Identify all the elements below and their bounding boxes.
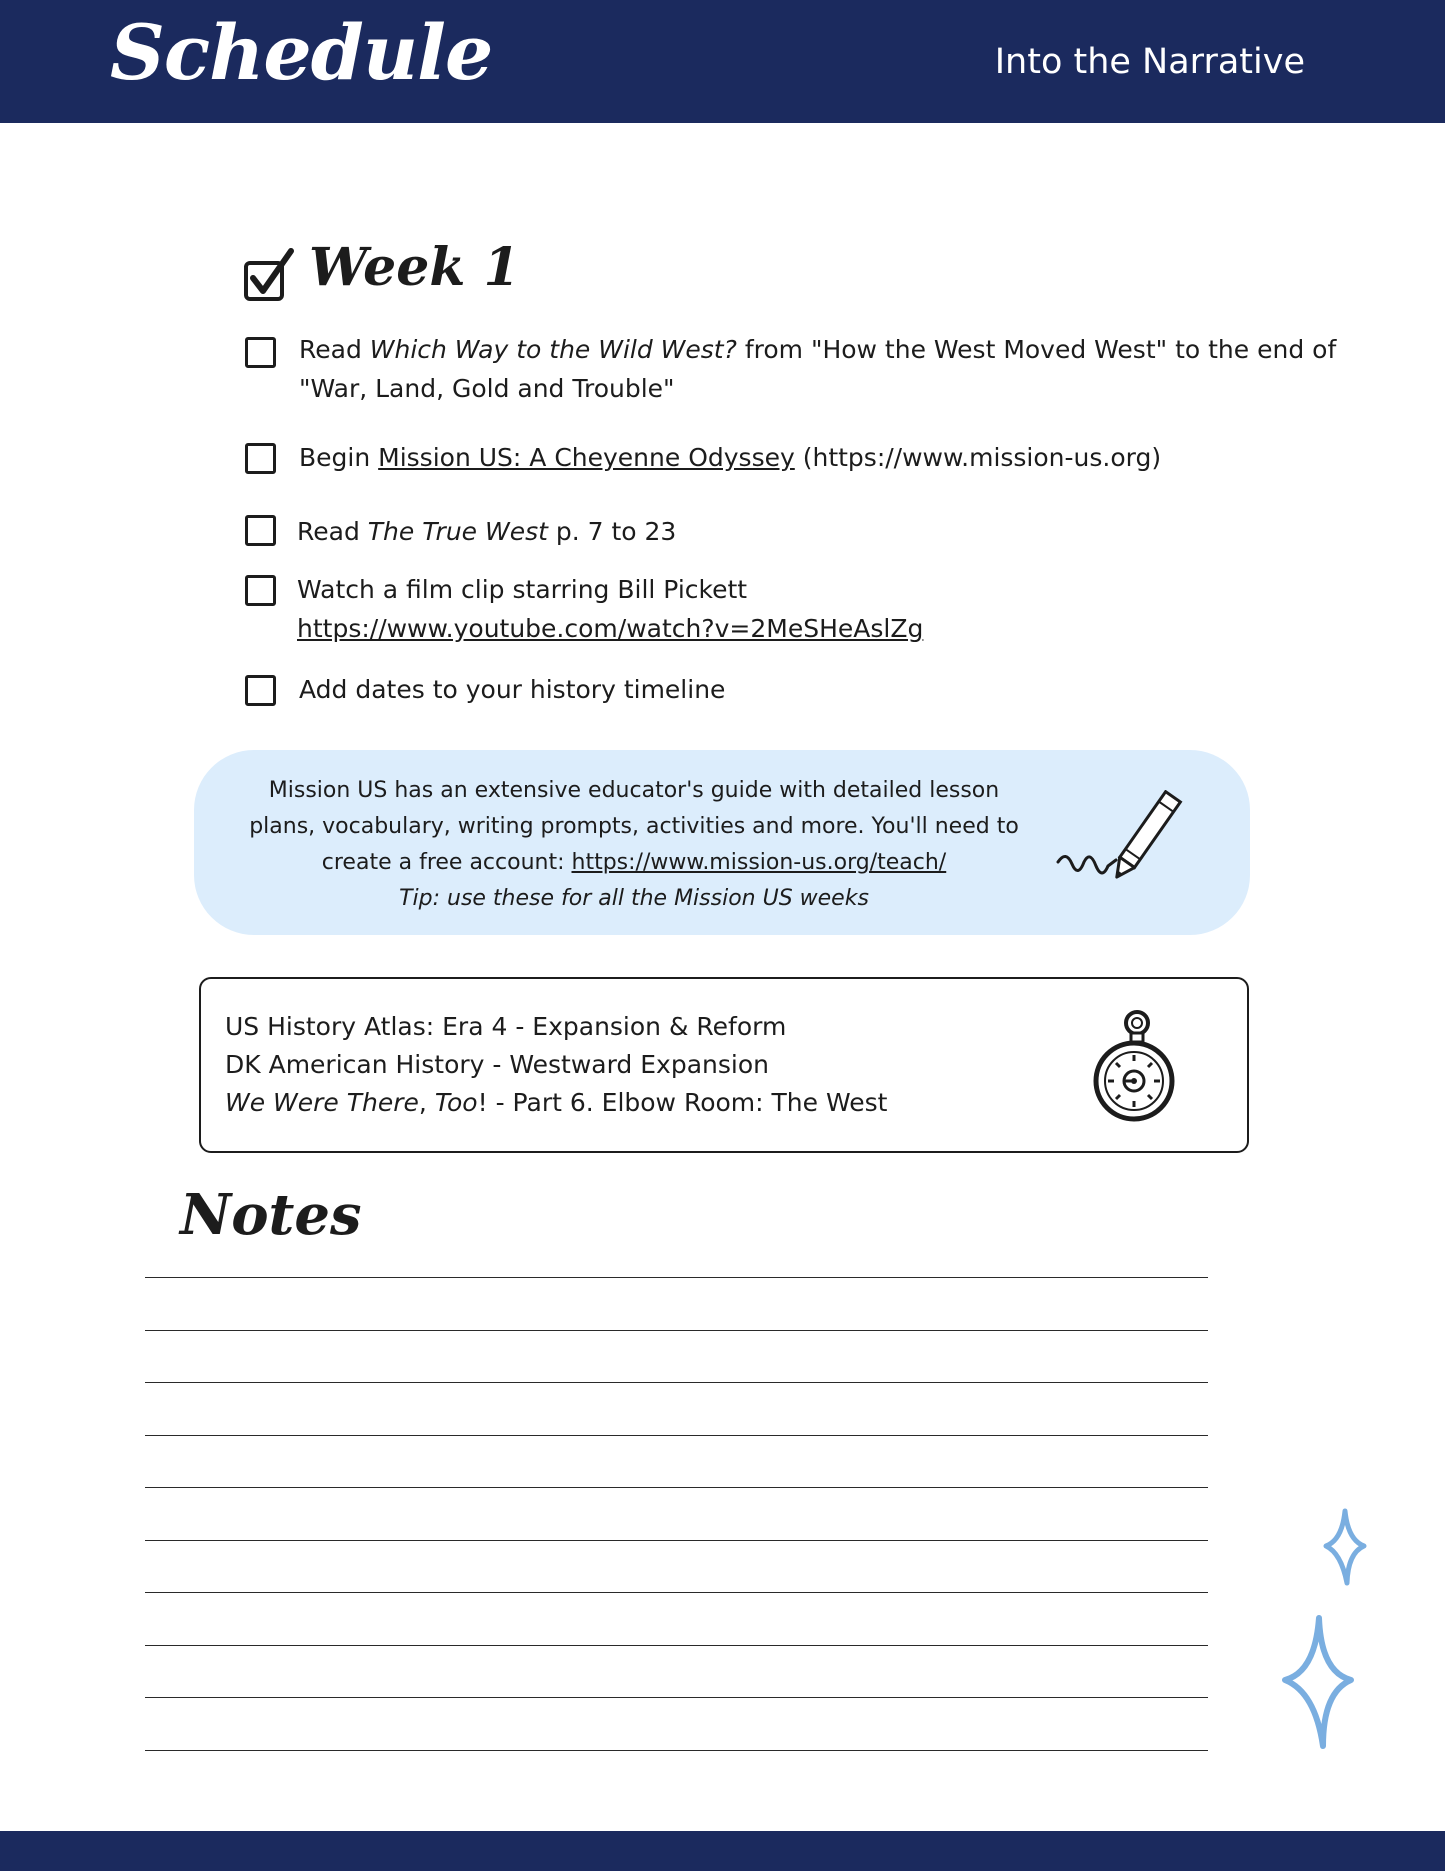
note-line bbox=[145, 1435, 1208, 1436]
resource-title-b: Too bbox=[434, 1088, 478, 1117]
task-2-text bbox=[299, 438, 1161, 477]
header-bar bbox=[0, 0, 1445, 123]
large-sparkle-icon bbox=[1281, 1614, 1355, 1750]
notes-title: Notes bbox=[180, 1182, 362, 1248]
note-line bbox=[145, 1750, 1208, 1751]
task-1-book-title: Which Way to the Wild West? bbox=[369, 335, 737, 364]
mission-us-teach-link[interactable]: https://www.mission-us.org/teach/ bbox=[571, 850, 947, 875]
pencil-icon bbox=[1054, 790, 1194, 890]
task-checkbox-1[interactable] bbox=[245, 337, 276, 368]
task-1-suffix: from "How the West Moved West" to the end of bbox=[736, 335, 1337, 364]
task-3-text bbox=[297, 512, 676, 551]
task-1-prefix: Read bbox=[299, 335, 370, 364]
note-line bbox=[145, 1645, 1208, 1646]
task-3-prefix: Read bbox=[297, 517, 368, 546]
checked-box-icon bbox=[243, 245, 295, 305]
small-sparkle-icon bbox=[1323, 1508, 1367, 1586]
task-1-text bbox=[299, 330, 1336, 408]
task-checkbox-4[interactable] bbox=[245, 575, 276, 606]
note-line bbox=[145, 1382, 1208, 1383]
task-1-line2: "War, Land, Gold and Trouble" bbox=[299, 374, 675, 403]
callout-line-2: plans, vocabulary, writing prompts, activities and more. You'll need to bbox=[249, 814, 1019, 839]
resource-dk: DK American History - Westward Expansion bbox=[225, 1050, 769, 1079]
resource-title-comma: , bbox=[418, 1088, 435, 1117]
youtube-link[interactable]: https://www.youtube.com/watch?v=2MeSHeAslZg bbox=[297, 614, 924, 643]
task-4-label: Watch a film clip starring Bill Pickett bbox=[297, 575, 748, 604]
resource-title-a: We Were There bbox=[225, 1088, 419, 1117]
page-subtitle: Into the Narrative bbox=[994, 42, 1305, 82]
task-2-prefix: Begin bbox=[299, 443, 379, 472]
note-line bbox=[145, 1277, 1208, 1278]
resource-title-suffix: ! - Part 6. Elbow Room: The West bbox=[477, 1088, 888, 1117]
task-checkbox-5[interactable] bbox=[245, 675, 276, 706]
resource-we-were-there bbox=[225, 1084, 887, 1122]
callout-tip: Tip: use these for all the Mission US weeks bbox=[399, 886, 869, 911]
callout-line-3 bbox=[234, 845, 1034, 881]
task-checkbox-2[interactable] bbox=[245, 443, 276, 474]
resources-box bbox=[199, 977, 1249, 1153]
task-2-suffix: (https://www.mission-us.org) bbox=[794, 443, 1162, 472]
callout-line-1: Mission US has an extensive educator's guide with detailed lesson bbox=[268, 778, 1000, 803]
note-line bbox=[145, 1330, 1208, 1331]
callout-text bbox=[234, 773, 1034, 917]
note-line bbox=[145, 1592, 1208, 1593]
note-line bbox=[145, 1540, 1208, 1541]
mission-us-link[interactable]: Mission US: A Cheyenne Odyssey bbox=[378, 443, 795, 472]
task-3-book-title: The True West bbox=[367, 517, 548, 546]
resource-atlas: US History Atlas: Era 4 - Expansion & Reform bbox=[225, 1012, 787, 1041]
task-5-text: Add dates to your history timeline bbox=[299, 675, 726, 704]
callout-line-3-prefix: create a free account: bbox=[321, 850, 572, 875]
task-4-text bbox=[297, 570, 923, 648]
pocket-watch-icon bbox=[1089, 1009, 1179, 1127]
task-checkbox-3[interactable] bbox=[245, 515, 276, 546]
note-line bbox=[145, 1697, 1208, 1698]
week-title: Week 1 bbox=[309, 237, 520, 298]
footer-bar bbox=[0, 1831, 1445, 1871]
note-line bbox=[145, 1487, 1208, 1488]
task-3-suffix: p. 7 to 23 bbox=[547, 517, 677, 546]
educator-guide-callout bbox=[194, 750, 1250, 935]
page-title: Schedule bbox=[110, 8, 493, 97]
